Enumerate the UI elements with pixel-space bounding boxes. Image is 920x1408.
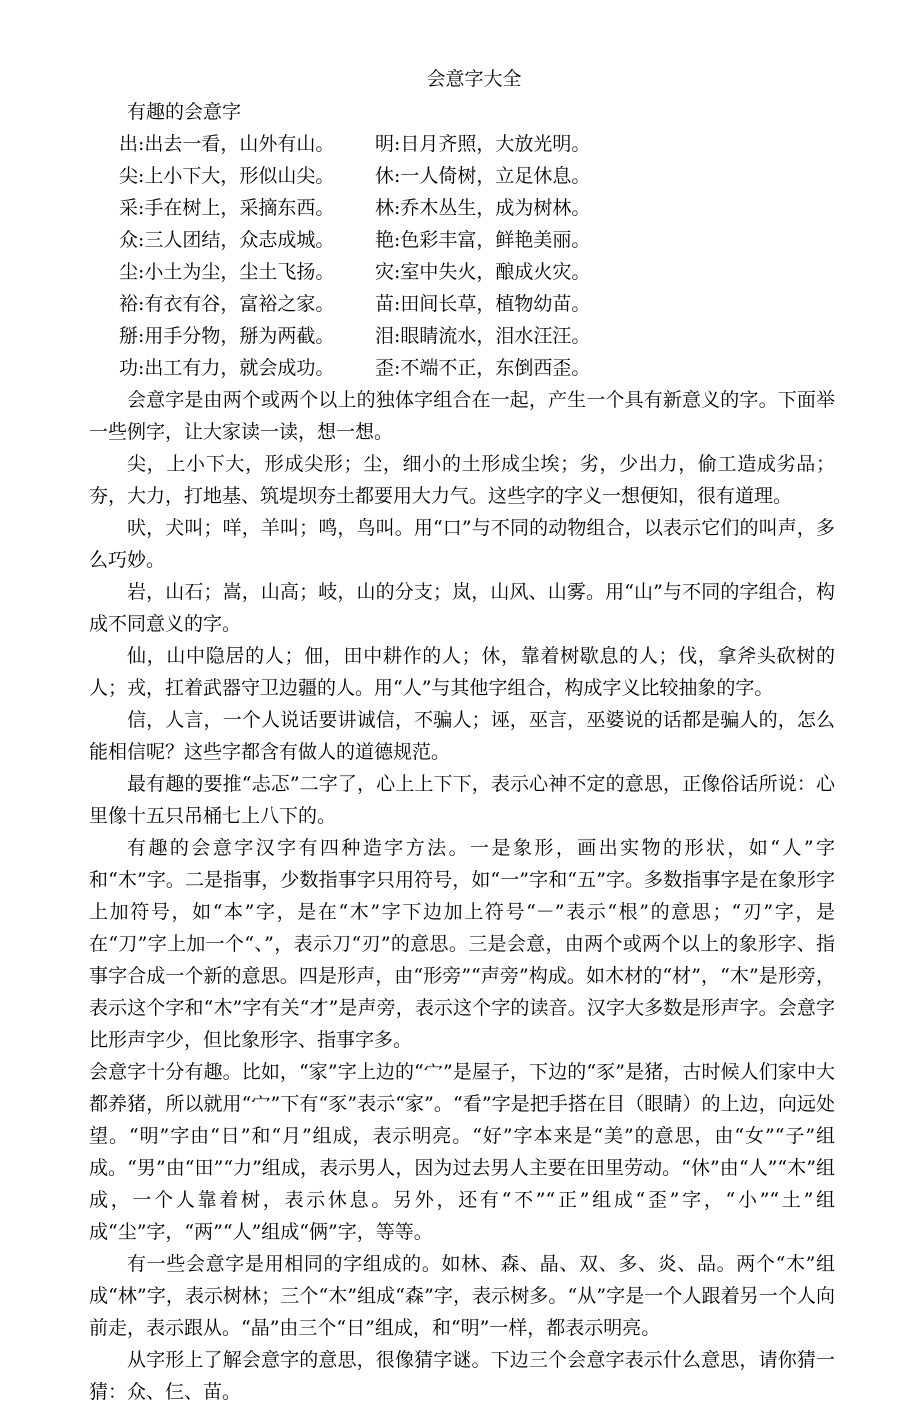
paragraph-riddle: 从字形上了解会意字的意思，很像猜字谜。下边三个会意字表示什么意思，请你猜一猜：众、仨、苗。 — [89, 1349, 835, 1403]
pair-right: 歪:不端不正，东倒西歪。 — [375, 357, 591, 379]
character-pair-list — [89, 128, 835, 384]
pair-left: 尖:上小下大，形似山尖。 — [119, 165, 335, 187]
document-title: 会意字大全 — [426, 68, 522, 90]
pair-row — [89, 224, 835, 256]
pair-right: 休:一人倚树，立足休息。 — [375, 165, 591, 187]
paragraph-intro: 会意字是由两个或两个以上的独体字组合在一起，产生一个具有新意义的字。下面举一些例字，让大家读一读，想一想。 — [89, 389, 835, 443]
pair-left: 裕:有衣有谷，富裕之家。 — [119, 293, 335, 315]
pair-right: 艳:色彩丰富，鲜艳美丽。 — [375, 229, 591, 251]
pair-left: 掰:用手分物，掰为两截。 — [119, 325, 335, 347]
pair-row — [89, 128, 835, 160]
pair-row — [89, 352, 835, 384]
paragraph-xin: 信，人言，一个人说话要讲诚信，不骗人；诬，巫言，巫婆说的话都是骗人的，怎么能相信呢？这些字都含有做人的道德规范。 — [89, 709, 835, 763]
pair-right: 林:乔木丛生，成为树林。 — [375, 197, 591, 219]
paragraph-person: 仙，山中隐居的人；佃，田中耕作的人；休，靠着树歇息的人；伐，拿斧头砍树的人；戎，扛着武器守卫边疆的人。用“人”与其他字组合，构成字义比较抽象的字。 — [89, 645, 835, 699]
pair-right: 苗:田间长草，植物幼苗。 — [375, 293, 591, 315]
pair-left: 功:出工有力，就会成功。 — [119, 357, 335, 379]
section-subtitle: 有趣的会意字 — [127, 101, 242, 123]
paragraph-mountain: 岩，山石；嵩，山高；岐，山的分支；岚，山风、山雾。用“山”与不同的字组合，构成不同意义的字。 — [89, 581, 835, 635]
pair-right: 泪:眼睛流水，泪水汪汪。 — [375, 325, 591, 347]
pair-row — [89, 256, 835, 288]
paragraph-mouth: 吠，犬叫；咩，羊叫；鸣，鸟叫。用“口”与不同的动物组合，以表示它们的叫声，多么巧妙。 — [89, 517, 835, 571]
pair-row — [89, 160, 835, 192]
paragraph-examples: 会意字十分有趣。比如，“家”字上边的“宀”是屋子，下边的“豕”是猪，古时候人们家中大都养猪，所以就用“宀”下有“豕”表示“家”。“看”字是把手搭在目（眼睛）的上边，向远处望。“明”字由“日”和“月”组成，表示明亮。“好”字本来是“美”的意思，由“女”“子”组成。“男”由“田”“力”组成，表示男人，因为过去男人主要在田里劳动。“休”由“人”“木”组成，一个人靠着树，表示休息。另外，还有“不”“正”组成“歪”字，“小”“土”组成“尘”字，“两”“人”组成“俩”字，等等。 — [89, 1061, 835, 1243]
pair-left: 尘:小土为尘，尘土飞扬。 — [119, 261, 335, 283]
pair-left: 众:三人团结，众志成城。 — [119, 229, 335, 251]
paragraph-tante: 最有趣的要推“忐忑”二字了，心上上下下，表示心神不定的意思，正像俗话所说：心里像十五只吊桶七上八下的。 — [89, 773, 835, 827]
pair-row — [89, 192, 835, 224]
pair-left: 采:手在树上，采摘东西。 — [119, 197, 335, 219]
paragraph-four-methods: 有趣的会意字汉字有四种造字方法。一是象形，画出实物的形状，如“人”字和“木”字。二是指事，少数指事字只用符号，如“一”字和“五”字。多数指事字是在象形字上加符号，如“本”字，是在“木”字下边加上符号“－”表示“根”的意思；“刃”字，是在“刀”字上加一个“、”，表示刀“刃”的意思。三是会意，由两个或两个以上的象形字、指事字合成一个新的意思。四是形声，由“形旁”“声旁”构成。如木材的“材”，“木”是形旁，表示这个字和“木”字有关“才”是声旁，表示这个字的读音。汉字大多数是形声字。会意字比形声字少，但比象形字、指事字多。 — [89, 837, 835, 1051]
document-page — [89, 62, 835, 1408]
pair-row — [89, 288, 835, 320]
paragraph-jian: 尖，上小下大，形成尖形；尘，细小的土形成尘埃；劣，少出力，偷工造成劣品；夯，大力，打地基、筑堤坝夯土都要用大力气。这些字的字义一想便知，很有道理。 — [89, 453, 835, 507]
pair-row — [89, 320, 835, 352]
pair-left: 出:出去一看，山外有山。 — [119, 133, 335, 155]
pair-right: 明:日月齐照，大放光明。 — [375, 133, 591, 155]
paragraph-same-characters: 有一些会意字是用相同的字组成的。如林、森、晶、双、多、炎、品。两个“木”组成“林”字，表示树林；三个“木”组成“森”字，表示树多。“从”字是一个人跟着另一个人向前走，表示跟从。“晶”由三个“日”组成，和“明”一样，都表示明亮。 — [89, 1253, 835, 1339]
pair-right: 灾:室中失火，酿成火灾。 — [375, 261, 591, 283]
